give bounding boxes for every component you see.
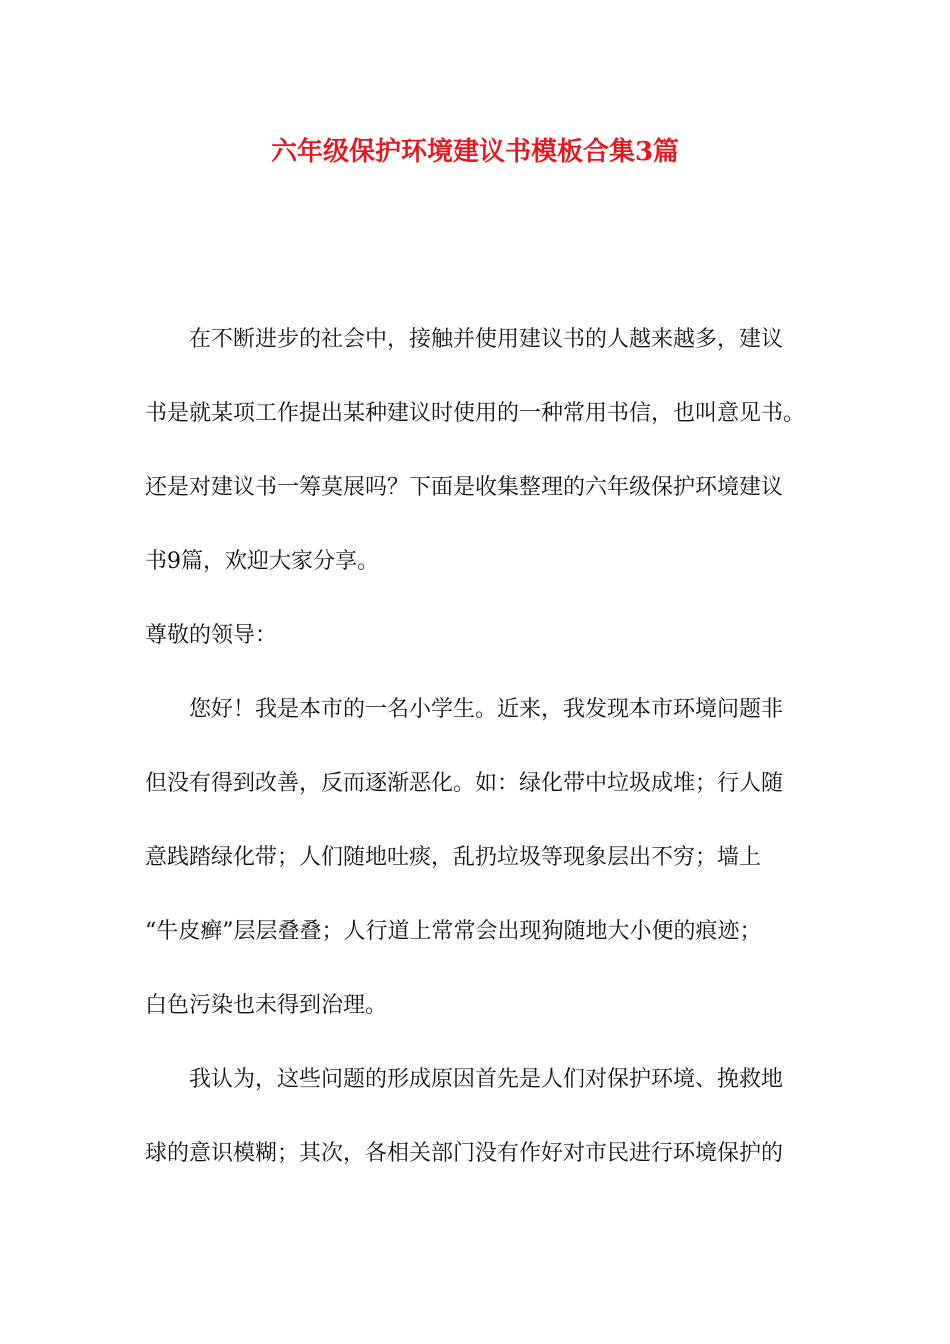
paragraph-line: 意践踏绿化带；人们随地吐痰，乱扔垃圾等现象层出不穷；墙上 [145,845,762,870]
paragraph-line: 球的意识模糊；其次，各相关部门没有作好对市民进行环境保护的 [145,1141,784,1166]
paragraph-line: “牛皮癣”层层叠叠；人行道上常常会出现狗随地大小便的痕迹； [145,919,762,944]
salutation-line: 尊敬的领导： [145,623,278,648]
paragraph-line: 还是对建议书一筹莫展吗？下面是收集整理的六年级保护环境建议 [145,475,784,500]
paragraph-line: 您好！我是本市的一名小学生。近来，我发现本市环境问题非 [189,697,784,722]
paragraph-line: 书是就某项工作提出某种建议时使用的一种常用书信，也叫意见书。 [145,401,806,426]
paragraph-line: 在不断进步的社会中，接触并使用建议书的人越来越多，建议 [189,327,784,352]
paragraph-line: 白色污染也未得到治理。 [145,993,388,1018]
paragraph-line: 书9篇，欢迎大家分享。 [145,549,379,574]
paragraph-line: 但没有得到改善，反而逐渐恶化。如：绿化带中垃圾成堆；行人随 [145,771,784,796]
paragraph-line: 我认为，这些问题的形成原因首先是人们对保护环境、挽救地 [189,1067,784,1092]
document-title: 六年级保护环境建议书模板合集3篇 [270,137,680,167]
